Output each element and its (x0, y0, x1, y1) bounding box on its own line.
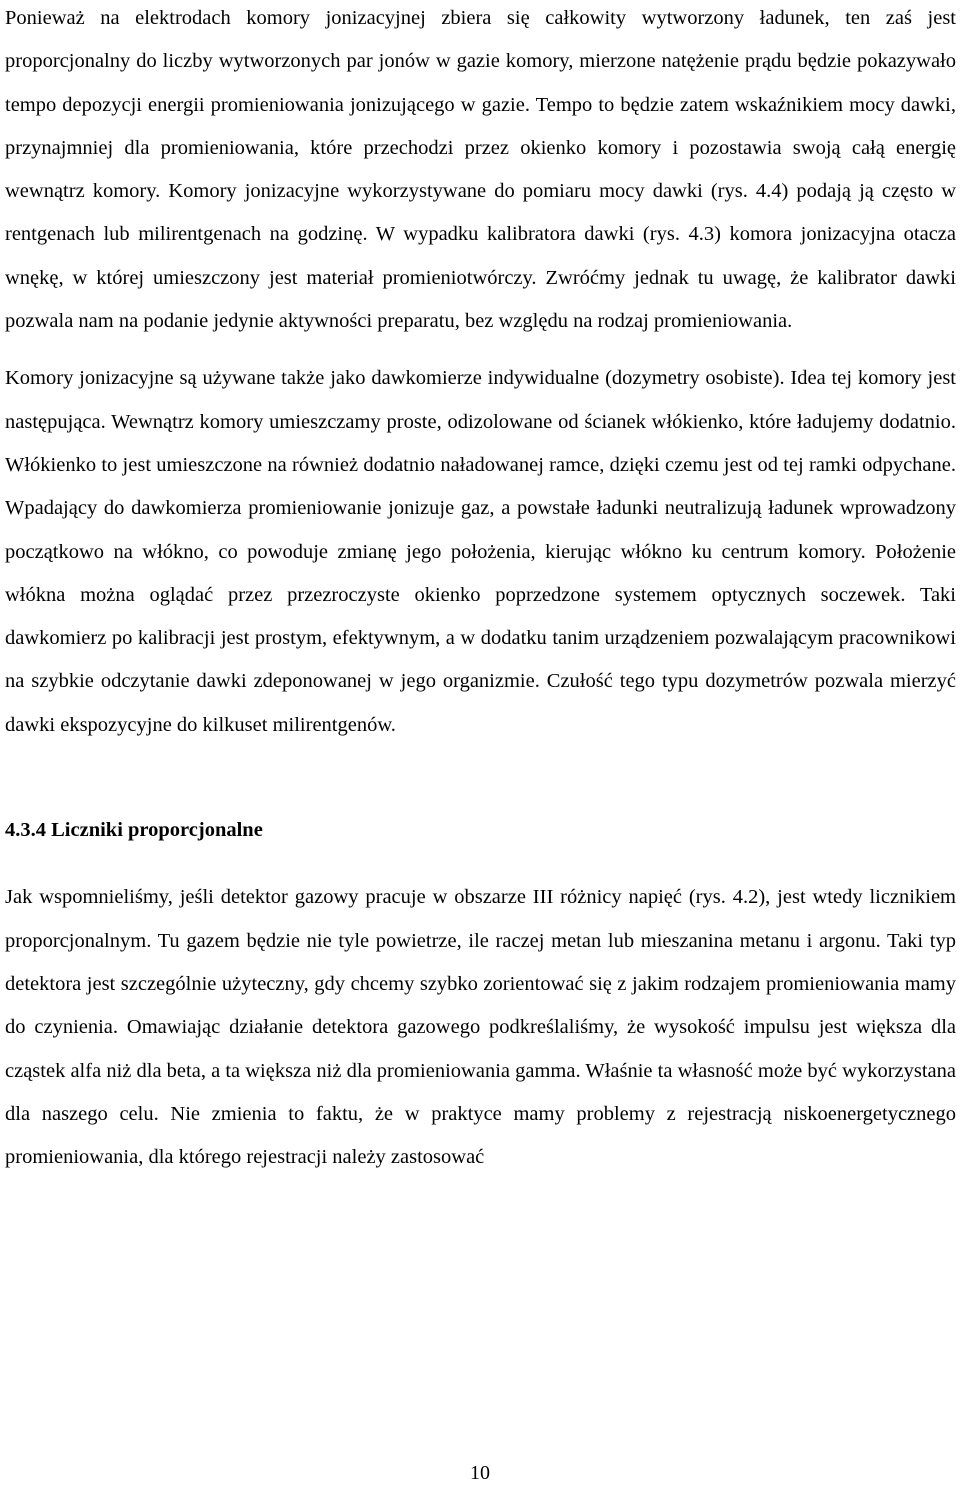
paragraph-personal-dosimeter: Komory jonizacyjne są używane także jako dawkomierze indywidualne (dozymetry osobiste). Idea tej komory jest następująca. Wewnątrz komory umieszczamy proste, odizolowane od ścianek włókienko, które ładujemy dodatnio. Włókienko to jest umieszczone na również dodatnio naładowanej ramce, dzięki czemu jest od tej ramki odpychane. Wpadający do dawkomierza promieniowanie jonizuje gaz, a powstałe ładunki neutralizują ładunek wprowadzony początkowo na włókno, co powoduje zmianę jego położenia, kierując włókno ku centrum komory. Położenie włókna można oglądać przez przezroczyste okienko poprzedzone systemem optycznych soczewek. Taki dawkomierz po kalibracji jest prostym, efektywnym, a w dodatku tanim urządzeniem pozwalającym pracownikowi na szybkie odczytanie dawki zdeponowanej w jego organizmie. Czułość tego typu dozymetrów pozwala mierzyć dawki ekspozycyjne do kilkuset milirentgenów. (5, 367, 956, 736)
paragraph-proportional-counters: Jak wspomnieliśmy, jeśli detektor gazowy pracuje w obszarze III różnicy napięć (rys. 4.2), jest wtedy licznikiem proporcjonalnym. Tu gazem będzie nie tyle powietrze, ile raczej metan lub mieszanina metanu i argonu. Taki typ detektora jest szczególnie użyteczny, gdy chcemy szybko zorientować się z jakim rodzajem promieniowania mamy do czynienia. Omawiając działanie detektora gazowego podkreślaliśmy, że wysokość impulsu jest większa dla cząstek alfa niż dla beta, a ta większa niż dla promieniowania gamma. Właśnie ta własność może być wykorzystana dla naszego celu. Nie zmienia to faktu, że w praktyce mamy problemy z rejestracją niskoenergetycznego promieniowania, dla którego rejestracji należy zastosować (5, 886, 956, 1169)
section-heading: 4.3.4 Liczniki proporcjonalne (5, 819, 263, 842)
page-content (5, 0, 956, 1179)
paragraph-ionization-chamber: Ponieważ na elektrodach komory jonizacyjnej zbiera się całkowity wytworzony ładunek, ten zaś jest proporcjonalny do liczby wytworzonych par jonów w gazie komory, mierzone natężenie prądu będzie pokazywało tempo depozycji energii promieniowania jonizującego w gazie. Tempo to będzie zatem wskaźnikiem mocy dawki, przynajmniej dla promieniowania, które przechodzi przez okienko komory i pozostawia swoją całą energię wewnątrz komory. Komory jonizacyjne wykorzystywane do pomiaru mocy dawki (rys. 4.4) podają ją często w rentgenach lub milirentgenach na godzinę. W wypadku kalibratora dawki (rys. 4.3) komora jonizacyjna otacza wnękę, w której umieszczony jest materiał promieniotwórczy. Zwróćmy jednak tu uwagę, że kalibrator dawki pozwala nam na podanie jedynie aktywności preparatu, bez względu na rodzaj promieniowania. (5, 7, 956, 333)
page-number: 10 (470, 1462, 490, 1484)
